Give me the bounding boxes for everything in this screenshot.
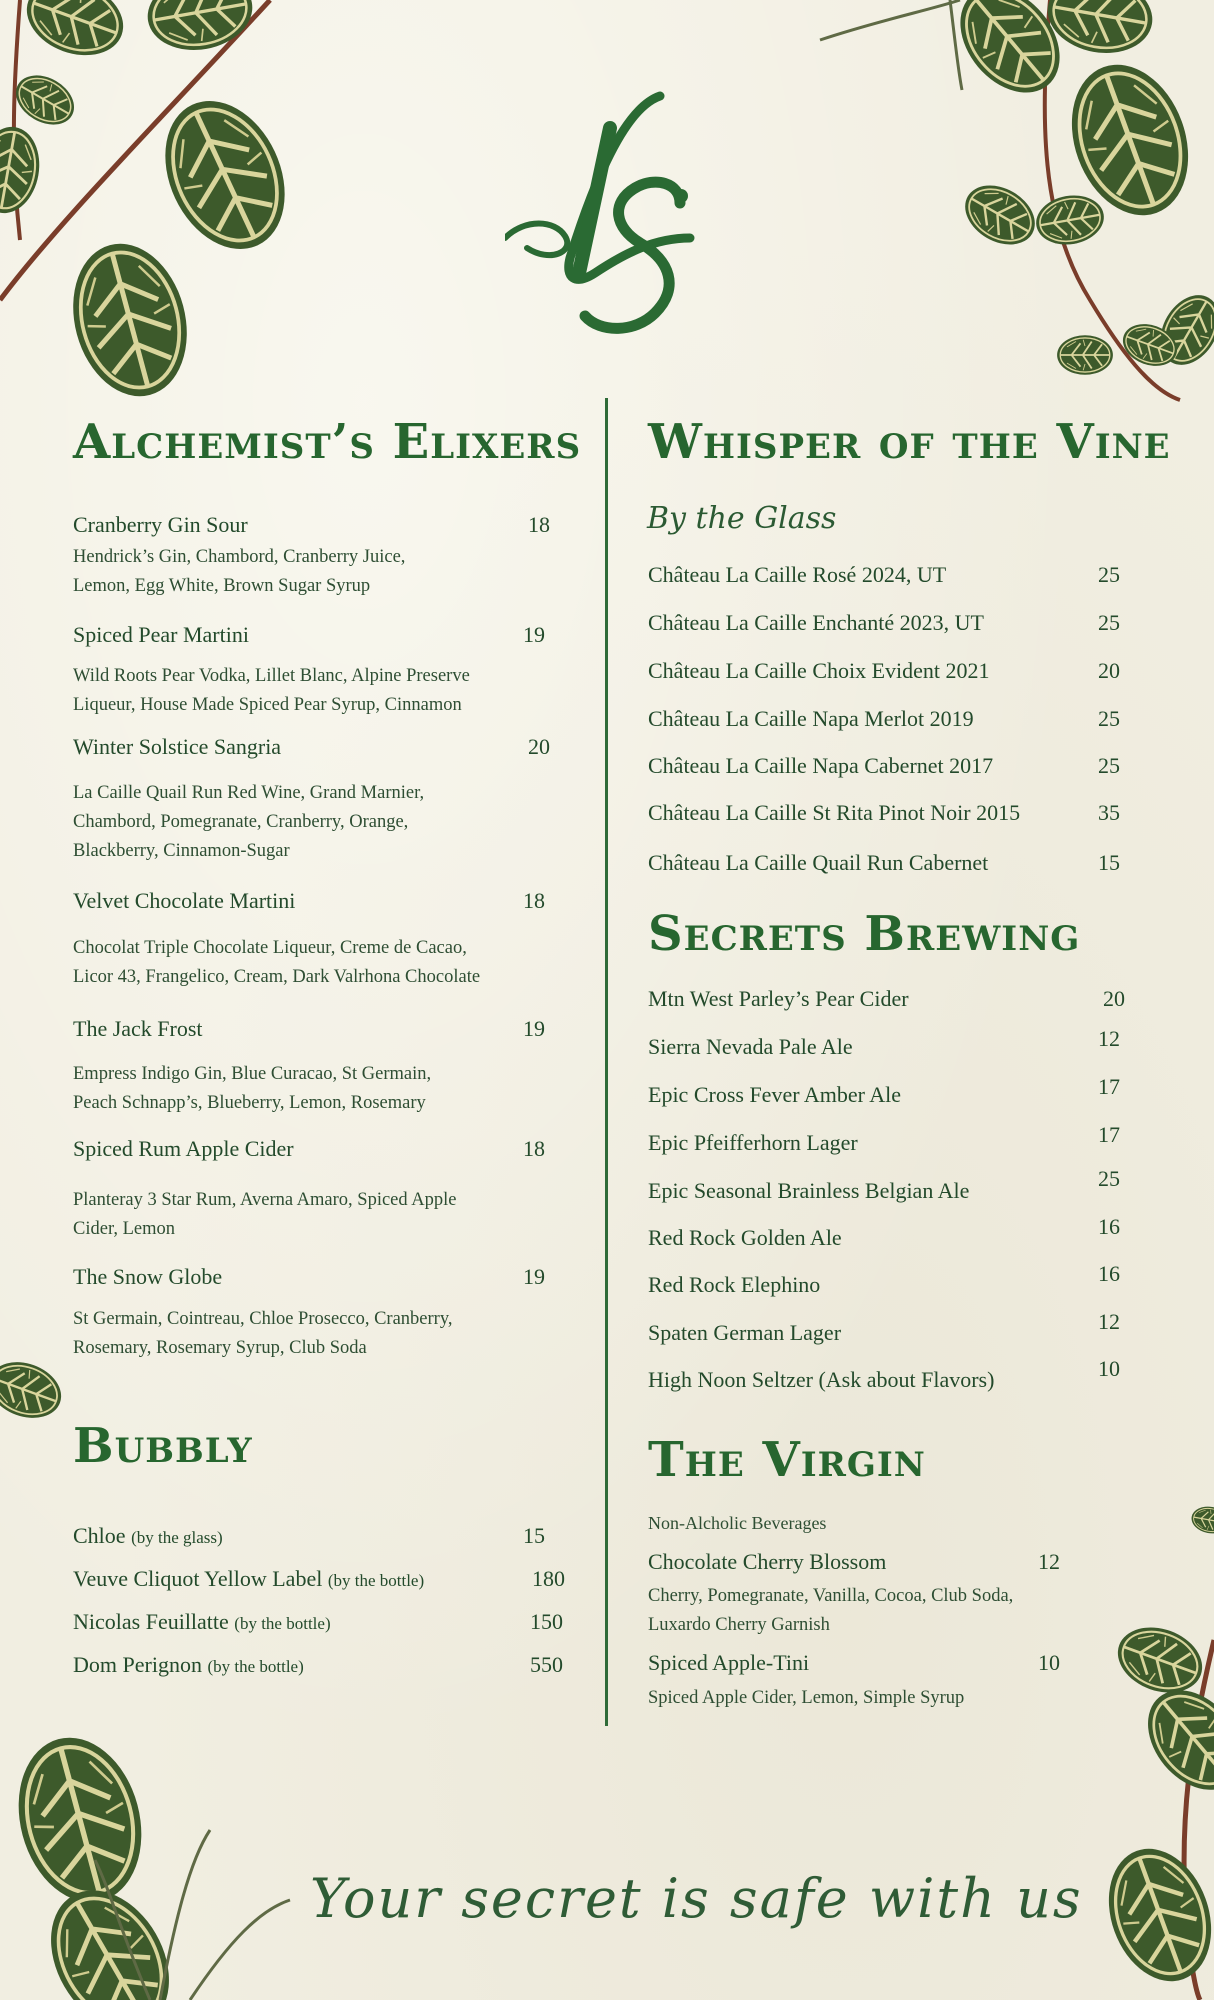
- beer-price: 25: [1098, 1166, 1120, 1191]
- beer-price: 16: [1098, 1261, 1120, 1286]
- beer-price: 10: [1098, 1356, 1120, 1381]
- beer-name: Red Rock Golden Ale: [648, 1225, 842, 1250]
- elixir-price: 18: [523, 888, 545, 913]
- beer-price: 12: [1098, 1026, 1120, 1051]
- elixir-name: The Snow Globe: [73, 1264, 223, 1289]
- wine-price: 25: [1098, 753, 1120, 778]
- wine-price: 25: [1098, 562, 1120, 587]
- virgin-subtitle: Non-Alcholic Beverages: [648, 1513, 827, 1533]
- elixir-name: Spiced Pear Martini: [73, 622, 249, 647]
- wine-name: Château La Caille Choix Evident 2021: [648, 658, 990, 683]
- wine-heading: Whisper of the Vine: [648, 414, 1171, 470]
- beer-heading: Secrets Brewing: [648, 906, 1081, 962]
- bubbly-heading: Bubbly: [73, 1418, 253, 1474]
- wine-name: Château La Caille Rosé 2024, UT: [648, 562, 947, 587]
- elixir-price: 18: [523, 1136, 545, 1161]
- bubbly-item: Dom Perignon (by the bottle): [73, 1652, 304, 1677]
- elixir-name: Cranberry Gin Sour: [73, 512, 248, 537]
- bubbly-item: Chloe (by the glass): [73, 1523, 223, 1548]
- wine-name: Château La Caille Napa Cabernet 2017: [648, 753, 994, 778]
- elixir-description: La Caille Quail Run Red Wine, Grand Marnier, Chambord, Pomegranate, Cranberry, Orange, Blackberry, Cinnamon-Sugar: [73, 783, 425, 861]
- virgin-price: 10: [1038, 1650, 1060, 1675]
- elixir-description: Chocolat Triple Chocolate Liqueur, Creme de Cacao, Licor 43, Frangelico, Cream, Dark Valrhona Chocolate: [73, 938, 481, 987]
- wine-price: 15: [1098, 850, 1120, 875]
- wine-name: Château La Caille Enchanté 2023, UT: [648, 610, 984, 635]
- elixir-description: Wild Roots Pear Vodka, Lillet Blanc, Alpine Preserve Liqueur, House Made Spiced Pear Syrup, Cinnamon: [73, 666, 470, 715]
- wine-subtitle: By the Glass: [647, 501, 837, 536]
- wine-name: Château La Caille Napa Merlot 2019: [648, 706, 974, 731]
- beer-name: Red Rock Elephino: [648, 1272, 821, 1297]
- beer-name: Sierra Nevada Pale Ale: [648, 1034, 853, 1059]
- bubbly-price: 180: [532, 1566, 565, 1591]
- virgin-description: Cherry, Pomegranate, Vanilla, Cocoa, Club Soda, Luxardo Cherry Garnish: [648, 1586, 1014, 1635]
- wine-name: Château La Caille Quail Run Cabernet: [648, 850, 989, 875]
- bubbly-price: 150: [530, 1609, 563, 1634]
- wine-price: 25: [1098, 706, 1120, 731]
- footer-tagline: Your secret is safe with us: [310, 1867, 1083, 1930]
- virgin-name: Chocolate Cherry Blossom: [648, 1549, 887, 1574]
- beer-price: 17: [1098, 1122, 1120, 1147]
- elixir-description: Planteray 3 Star Rum, Averna Amaro, Spiced Apple Cider, Lemon: [73, 1190, 457, 1239]
- elixir-name: Winter Solstice Sangria: [73, 734, 282, 759]
- bubbly-price: 550: [530, 1652, 563, 1677]
- beer-price: 20: [1103, 986, 1125, 1011]
- virgin-description: Spiced Apple Cider, Lemon, Simple Syrup: [648, 1688, 965, 1708]
- virgin-heading: The Virgin: [648, 1432, 926, 1488]
- beer-price: 12: [1098, 1309, 1120, 1334]
- bubbly-price: 15: [523, 1523, 545, 1548]
- beer-name: Spaten German Lager: [648, 1320, 842, 1345]
- elixir-price: 19: [523, 1264, 545, 1289]
- virgin-name: Spiced Apple-Tini: [648, 1650, 810, 1675]
- elixir-description: Hendrick’s Gin, Chambord, Cranberry Juice, Lemon, Egg White, Brown Sugar Syrup: [73, 547, 406, 596]
- elixir-price: 18: [528, 512, 550, 537]
- beer-price: 16: [1098, 1214, 1120, 1239]
- beer-name: Epic Cross Fever Amber Ale: [648, 1082, 901, 1107]
- column-divider: [605, 398, 608, 1726]
- elixir-price: 19: [523, 1016, 545, 1041]
- elixir-description: St Germain, Cointreau, Chloe Prosecco, Cranberry, Rosemary, Rosemary Syrup, Club Soda: [73, 1309, 453, 1358]
- elixir-price: 19: [523, 622, 545, 647]
- wine-name: Château La Caille St Rita Pinot Noir 2015: [648, 800, 1021, 825]
- elixir-price: 20: [528, 734, 550, 759]
- elixir-name: Spiced Rum Apple Cider: [73, 1136, 294, 1161]
- bubbly-item: Veuve Cliquot Yellow Label (by the bottle): [73, 1566, 425, 1591]
- beer-price: 17: [1098, 1074, 1120, 1099]
- wine-price: 25: [1098, 610, 1120, 635]
- wine-price: 20: [1098, 658, 1120, 683]
- beer-name: Epic Pfeifferhorn Lager: [648, 1130, 858, 1155]
- elixirs-heading: Alchemist’s Elixers: [73, 414, 582, 470]
- beer-name: Epic Seasonal Brainless Belgian Ale: [648, 1178, 970, 1203]
- elixir-name: The Jack Frost: [73, 1016, 203, 1041]
- bubbly-item: Nicolas Feuillatte (by the bottle): [73, 1609, 331, 1634]
- beer-name: High Noon Seltzer (Ask about Flavors): [648, 1367, 995, 1392]
- elixir-name: Velvet Chocolate Martini: [73, 888, 296, 913]
- elixir-description: Empress Indigo Gin, Blue Curacao, St Germain, Peach Schnapp’s, Blueberry, Lemon, Rosemary: [73, 1064, 432, 1113]
- virgin-price: 12: [1038, 1549, 1060, 1574]
- wine-price: 35: [1098, 800, 1120, 825]
- ls-monogram-logo: [505, 88, 695, 338]
- beer-name: Mtn West Parley’s Pear Cider: [648, 986, 909, 1011]
